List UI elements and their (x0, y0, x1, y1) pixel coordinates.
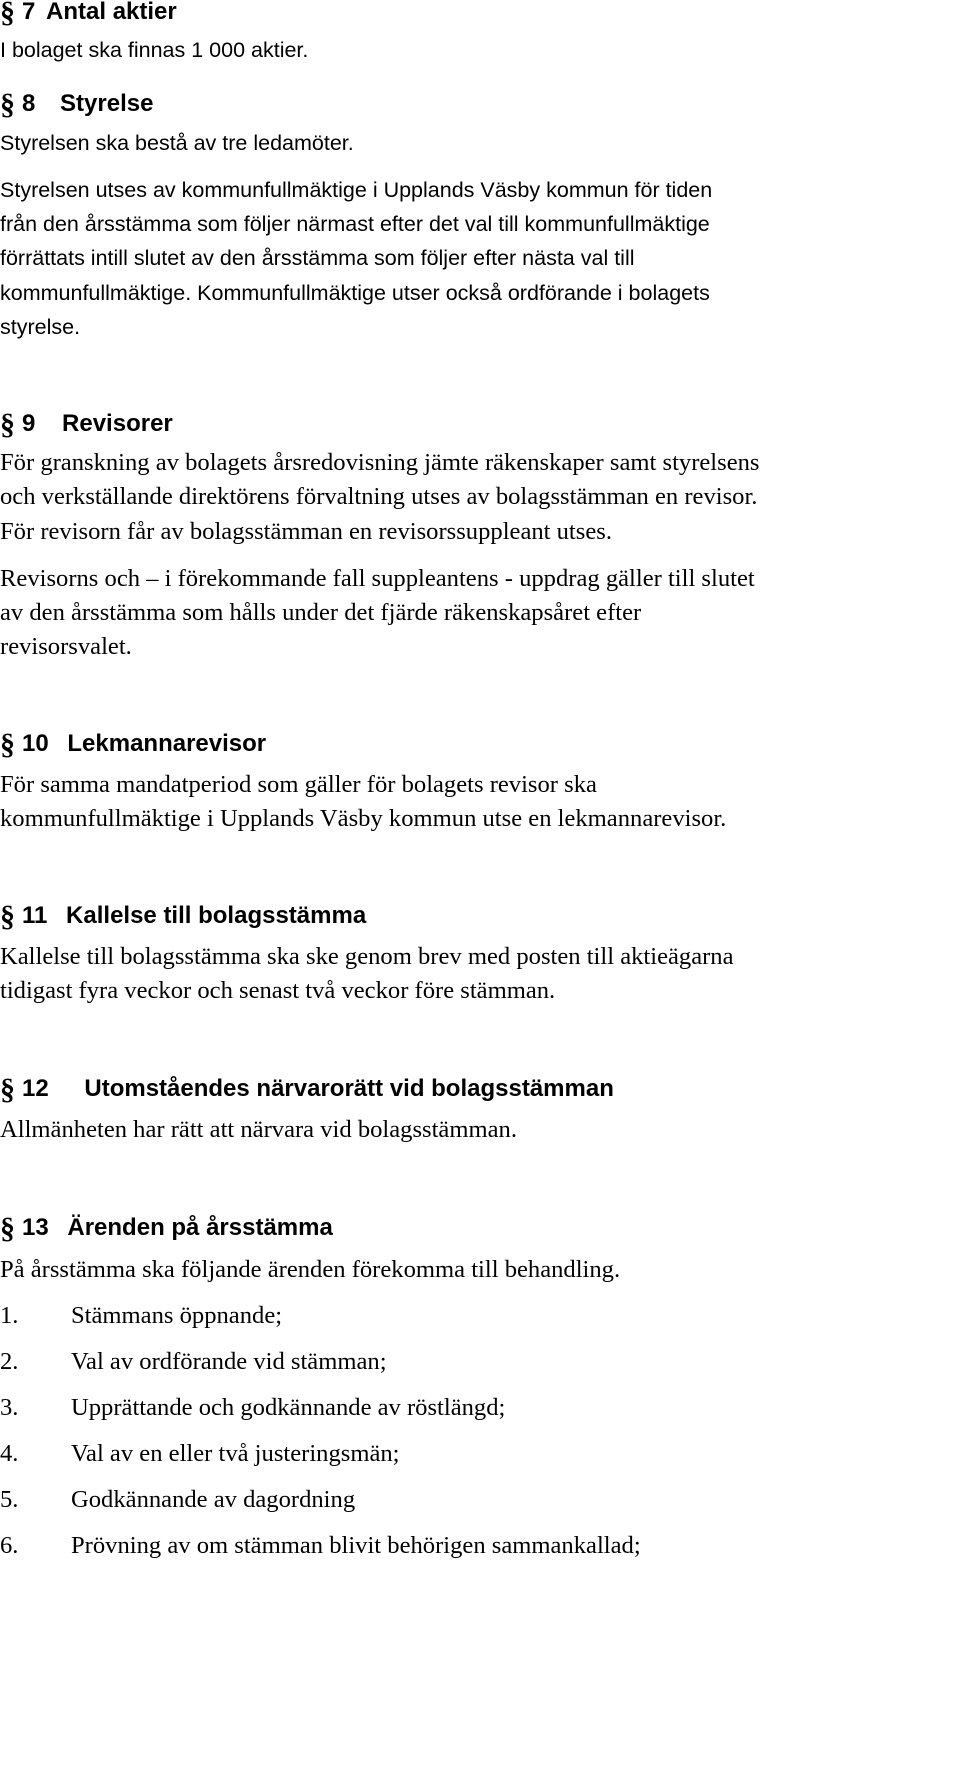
list-item-text: Val av en eller två justeringsmän; (71, 1440, 400, 1467)
section-heading (22, 0, 177, 26)
list-item-text: Stämmans öppnande; (71, 1302, 283, 1329)
section-heading (22, 410, 173, 438)
body-line: För samma mandatperiod som gäller för bolagets revisor ska (0, 771, 597, 798)
section-number: 11 (22, 902, 48, 929)
paragraph-sign-icon: § (0, 0, 15, 29)
list-item-text: Godkännande av dagordning (71, 1486, 356, 1513)
body-line: Revisorns och – i förekommande fall suppleantens - uppdrag gäller till slutet (0, 565, 755, 592)
paragraph-sign-icon: § (0, 1212, 15, 1245)
section-title: Antal aktier (46, 0, 177, 25)
section-heading (22, 1214, 333, 1242)
section-heading (22, 730, 266, 758)
body-line: styrelse. (0, 315, 81, 339)
section-title: Lekmannarevisor (67, 730, 267, 757)
body-line: För revisorn får av bolagsstämman en revisorssuppleant utses. (0, 518, 612, 545)
section-number: 9 (22, 410, 36, 437)
list-item-number: 5. (0, 1486, 19, 1513)
paragraph-sign-icon: § (0, 728, 15, 761)
list-item-number: 2. (0, 1348, 19, 1375)
list-item-number: 1. (0, 1302, 19, 1329)
body-line: I bolaget ska finnas 1 000 aktier. (0, 38, 309, 62)
body-line: av den årsstämma som hålls under det fjärde räkenskapsåret efter (0, 599, 642, 626)
body-line: Styrelsen ska bestå av tre ledamöter. (0, 131, 354, 155)
section-heading (22, 90, 153, 118)
section-number: 7 (22, 0, 36, 25)
section-title: Utomståendes närvarorätt vid bolagsstämman (84, 1075, 614, 1102)
section-title: Styrelse (60, 90, 154, 117)
body-line: tidigast fyra veckor och senast två veckor före stämman. (0, 977, 556, 1004)
body-line: revisorsvalet. (0, 633, 132, 660)
section-title: Revisorer (62, 410, 173, 437)
section-heading (22, 1075, 614, 1103)
paragraph-sign-icon: § (0, 1073, 15, 1106)
section-number: 10 (22, 730, 49, 757)
section-heading (22, 902, 366, 930)
paragraph-sign-icon: § (0, 88, 15, 121)
list-item-text: Upprättande och godkännande av röstlängd; (71, 1394, 506, 1421)
list-item-number: 3. (0, 1394, 19, 1421)
list-item-text: Prövning av om stämman blivit behörigen sammankallad; (71, 1532, 641, 1559)
body-line: och verkställande direktörens förvaltning utses av bolagsstämman en revisor. (0, 483, 758, 510)
body-line: På årsstämma ska följande ärenden förekomma till behandling. (0, 1256, 621, 1283)
list-item-text: Val av ordförande vid stämman; (71, 1348, 387, 1375)
paragraph-sign-icon: § (0, 408, 15, 441)
body-line: kommunfullmäktige i Upplands Väsby kommun utse en lekmannarevisor. (0, 805, 727, 832)
list-item-number: 4. (0, 1440, 19, 1467)
section-number: 13 (22, 1214, 49, 1241)
body-line: förrättats intill slutet av den årsstämma som följer efter nästa val till (0, 246, 635, 270)
body-line: kommunfullmäktige. Kommunfullmäktige utser också ordförande i bolagets (0, 281, 710, 305)
body-line: För granskning av bolagets årsredovisning jämte räkenskaper samt styrelsens (0, 449, 760, 476)
section-number: 12 (22, 1075, 49, 1102)
body-line: Allmänheten har rätt att närvara vid bolagsstämman. (0, 1116, 517, 1143)
body-line: Kallelse till bolagsstämma ska ske genom brev med posten till aktieägarna (0, 943, 734, 970)
body-line: från den årsstämma som följer närmast efter det val till kommunfullmäktige (0, 212, 710, 236)
paragraph-sign-icon: § (0, 900, 15, 933)
section-number: 8 (22, 90, 36, 117)
section-title: Kallelse till bolagsstämma (66, 902, 367, 929)
body-line: Styrelsen utses av kommunfullmäktige i Upplands Väsby kommun för tiden (0, 178, 713, 202)
list-item-number: 6. (0, 1532, 19, 1559)
section-title: Ärenden på årsstämma (67, 1214, 333, 1241)
